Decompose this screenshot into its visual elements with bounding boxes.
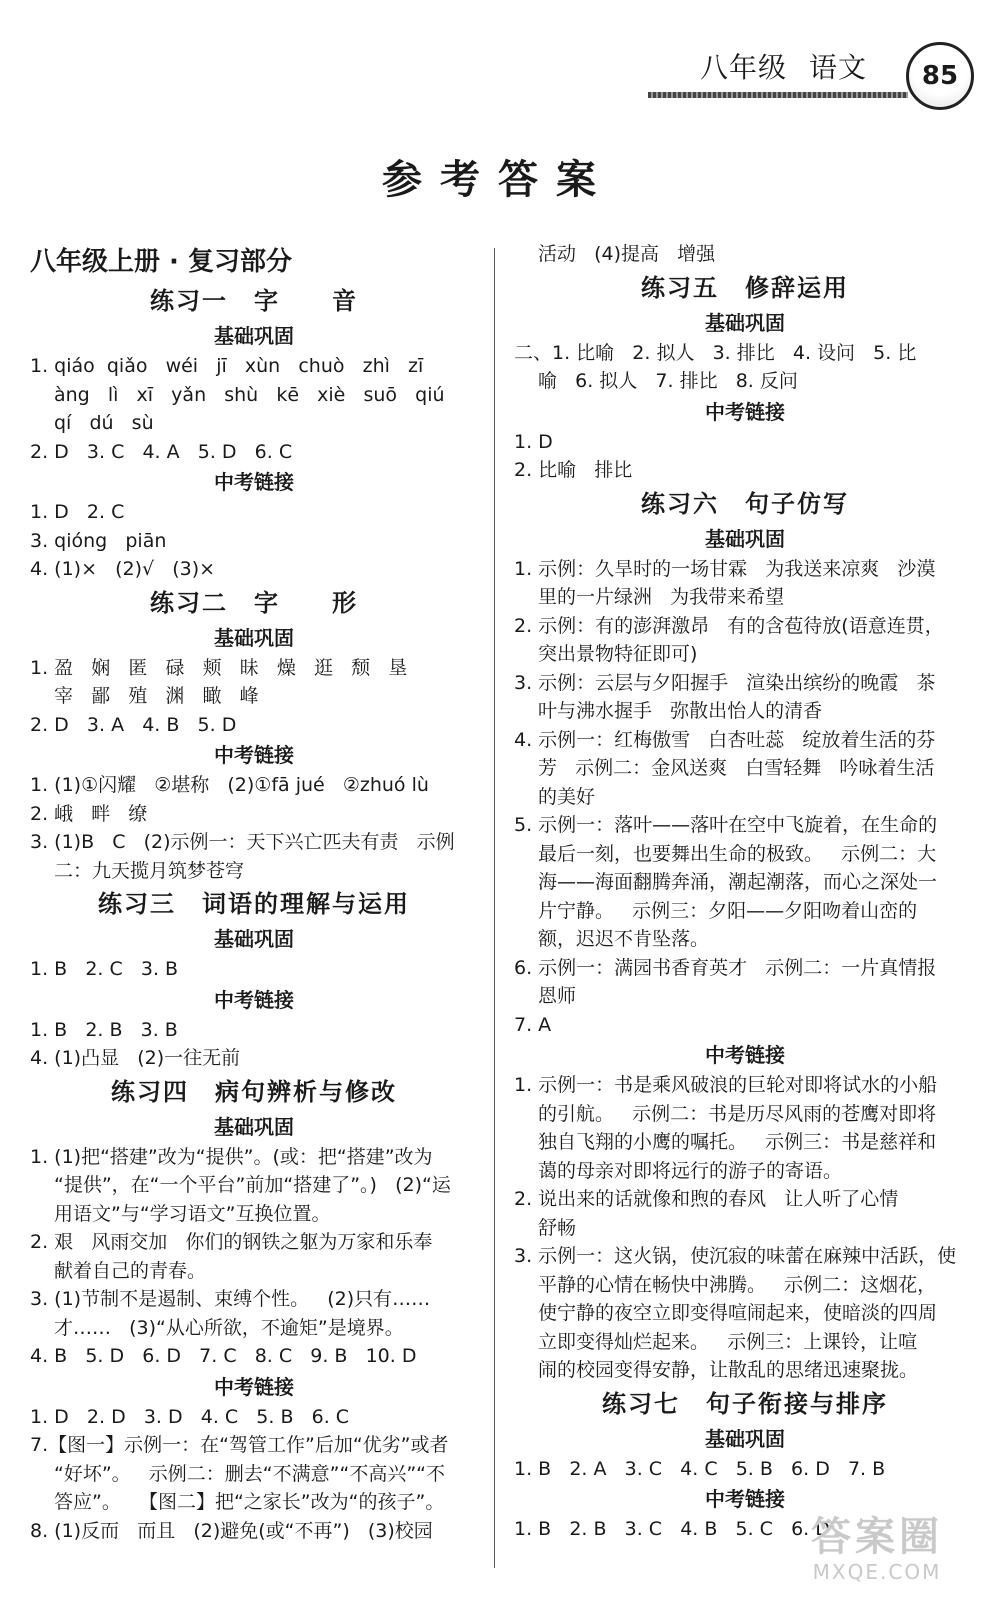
header-rule xyxy=(648,92,908,98)
page-title: 参考答案 xyxy=(382,156,614,203)
answer-line-continued: 宰 鄙 殖 渊 瞰 峰 xyxy=(54,685,259,707)
section-heading: 中考链接 xyxy=(214,470,294,494)
answer-line-continued: 片宁静。 示例三：夕阳——夕阳吻着山峦的 xyxy=(538,899,918,922)
exercise-heading: 练习二 字 形 xyxy=(150,588,358,617)
answer-line: 1. (1)①闪耀 ②堪称 (2)①fā jué ②zhuó lù xyxy=(30,774,429,796)
exercise-heading: 练习三 词语的理解与运用 xyxy=(98,890,410,918)
answer-line-continued: 活动 (4)提高 增强 xyxy=(538,243,716,265)
answer-line-continued: 海——海面翻腾奔涌，潮起潮落，而心之深处一 xyxy=(538,871,938,893)
answer-line: 1. D 2. C xyxy=(30,501,125,523)
answer-line-continued: 最后一刻，也要舞出生命的极致。 示例二：大 xyxy=(538,842,937,865)
answer-line: 7. A xyxy=(514,1013,552,1036)
section-heading: 基础巩固 xyxy=(214,1114,294,1139)
header-subject: 语文 xyxy=(809,51,868,84)
exercise-heading: 练习四 病句辨析与修改 xyxy=(111,1077,397,1106)
answer-line-continued: 立即变得灿烂起来。 示例三：上课铃，让喧 xyxy=(538,1330,918,1353)
section-heading: 中考链接 xyxy=(705,399,785,424)
section-heading: 中考链接 xyxy=(705,1487,785,1511)
answer-line: 5. 示例一：落叶——落叶在空中飞旋着，在生命的 xyxy=(514,814,938,836)
answer-line: 1. B 2. B 3. C 4. B 5. C 6. D xyxy=(514,1518,830,1540)
exercise-heading: 练习七 句子衔接与排序 xyxy=(602,1389,888,1418)
answer-line-continued: 闹的校园变得安静，让散乱的思绪迅速聚拢。 xyxy=(538,1359,919,1381)
answer-line-continued: 才…… (3)“从心所欲，不逾矩”是境界。 xyxy=(54,1316,404,1339)
answer-line: 1. 盈 娴 匿 碌 颊 昧 燥 逛 颓 垦 xyxy=(30,656,408,679)
answer-line-continued: “提供”，在“一个平台”前加“搭建了”。) (2)“运 xyxy=(54,1174,451,1196)
answer-line: 4. (1)× (2)√ (3)× xyxy=(30,558,216,580)
answer-line: 2. 峨 畔 缭 xyxy=(30,802,148,825)
section-heading: 基础巩固 xyxy=(214,324,294,348)
page-number-badge: 85 xyxy=(906,42,974,110)
answer-line: 2. 示例：有的澎湃激昂 有的含苞待放(语意连贯， xyxy=(514,614,944,637)
answer-line: 3. (1)B C (2)示例一：天下兴亡匹夫有责 示例 xyxy=(30,831,455,853)
answer-line: 2. D 3. A 4. B 5. D xyxy=(30,713,237,736)
left-column xyxy=(30,240,478,1545)
answer-line-continued: 用语文”与“学习语文”互换位置。 xyxy=(54,1202,331,1225)
answer-line-continued: 恩师 xyxy=(538,985,577,1007)
answer-line: 4. 示例一：红梅傲雪 白杏吐蕊 绽放着生活的芬 xyxy=(514,728,936,751)
answer-line: 2. D 3. C 4. A 5. D 6. C xyxy=(30,440,293,463)
answer-line: 3. 示例一：这火锅，使沉寂的味蕾在麻辣中活跃，使 xyxy=(514,1245,957,1267)
answer-line-continued: 平静的心情在畅快中沸腾。 示例二：这烟花， xyxy=(538,1273,937,1296)
header-grade: 八年级 xyxy=(700,51,788,84)
answer-line: 二、1. 比喻 2. 拟人 3. 排比 4. 设问 5. 比 xyxy=(514,341,917,364)
answer-line-continued: 的引航。 示例二：书是历尽风雨的苍鹰对即将 xyxy=(538,1102,937,1125)
answer-line: 1. 示例：久旱时的一场甘霖 为我送来凉爽 沙漠 xyxy=(514,557,936,580)
answer-line: 8. (1)反而 而且 (2)避免(或“不再”) (3)校园 xyxy=(30,1519,433,1542)
section-heading: 中考链接 xyxy=(214,743,294,767)
part-heading: 八年级上册 · 复习部分 xyxy=(30,247,292,277)
section-heading: 基础巩固 xyxy=(705,526,785,551)
answer-line-continued: 使宁静的夜空立即变得喧闹起来，使暗淡的四周 xyxy=(538,1302,938,1324)
answer-line-continued: 答应”。 【图二】把“之家长”改为“的孩子”。 xyxy=(54,1491,445,1513)
column-divider xyxy=(494,248,495,1568)
section-heading: 中考链接 xyxy=(705,1043,785,1067)
answer-line-continued: 芳 示例二：金风送爽 白雪轻舞 吟咏着生活 xyxy=(538,757,935,779)
answer-line-continued: “好坏”。 示例二：删去“不满意”“不高兴”“不 xyxy=(54,1462,446,1485)
section-heading: 基础巩固 xyxy=(705,310,785,335)
answer-line: 4. (1)凸显 (2)一往无前 xyxy=(30,1047,241,1069)
answer-line: 1. B 2. B 3. B xyxy=(30,1018,178,1041)
answer-line-continued: 献着自己的青春。 xyxy=(54,1259,207,1282)
answer-line: 1. D xyxy=(514,430,553,453)
header-text xyxy=(700,46,889,86)
answer-line: 1. D 2. D 3. D 4. C 5. B 6. C xyxy=(30,1405,350,1428)
answer-line: 1. B 2. A 3. C 4. C 5. B 6. D 7. B xyxy=(514,1457,886,1480)
answer-line-continued: 二：九天揽月筑梦苍穹 xyxy=(54,859,245,882)
section-heading: 基础巩固 xyxy=(214,625,294,650)
section-heading: 基础巩固 xyxy=(214,927,294,951)
answer-line-continued: 舒畅 xyxy=(538,1216,577,1239)
section-heading: 基础巩固 xyxy=(705,1426,785,1451)
watermark-url: MXQE.COM xyxy=(812,1560,942,1584)
answer-line-continued: 独自飞翔的小鹰的嘱托。 示例三：书是慈祥和 xyxy=(538,1131,937,1153)
answer-line-continued: 叶与沸水握手 弥散出怡人的清香 xyxy=(538,700,823,722)
answer-line: 2. 比喻 排比 xyxy=(514,459,633,481)
watermark-logo: 答案圈 xyxy=(811,1514,943,1560)
exercise-heading: 练习一 字 音 xyxy=(150,287,358,315)
answer-line: 2. 说出来的话就像和煦的春风 让人听了心情 xyxy=(514,1188,899,1210)
page-header xyxy=(0,0,996,130)
answer-line: 2. 艰 风雨交加 你们的钢铁之躯为万家和乐奉 xyxy=(30,1231,433,1253)
answer-line-continued: 额，迟迟不肯坠落。 xyxy=(538,928,710,950)
answer-line: 7.【图一】示例一：在“驾管工作”后加“优劣”或者 xyxy=(30,1434,449,1456)
answer-line: 1. qiáo qiǎo wéi jī xùn chuò zhì zī xyxy=(30,355,424,377)
exercise-heading: 练习六 句子仿写 xyxy=(641,489,849,518)
answer-line-continued: 喻 6. 拟人 7. 排比 8. 反问 xyxy=(538,370,798,392)
answer-line-continued: 的美好 xyxy=(538,785,596,808)
answer-line: 3. 示例：云层与夕阳握手 渲染出缤纷的晚霞 茶 xyxy=(514,671,936,694)
answer-line-continued: 突出景物特征即可) xyxy=(538,643,698,665)
answer-line-continued: àng lì xī yǎn shù kē xiè suō qiú xyxy=(54,383,445,406)
section-heading: 中考链接 xyxy=(214,1374,294,1399)
watermark xyxy=(772,1514,982,1586)
section-heading: 中考链接 xyxy=(214,987,294,1012)
answer-line: 1. (1)把“搭建”改为“提供”。(或：把“搭建”改为 xyxy=(30,1145,433,1168)
answer-line: 3. (1)节制不是遏制、束缚个性。 (2)只有…… xyxy=(30,1288,431,1310)
answer-line: 3. qióng piān xyxy=(30,529,167,552)
answer-line: 1. B 2. C 3. B xyxy=(30,958,179,980)
answer-line-continued: qí dú sù xyxy=(54,412,154,434)
answer-line: 4. B 5. D 6. D 7. C 8. C 9. B 10. D xyxy=(30,1345,417,1367)
answer-line-continued: 里的一片绿洲 为我带来希望 xyxy=(538,586,785,608)
right-column xyxy=(514,240,976,1544)
answer-line-continued: 蔼的母亲对即将远行的游子的寄语。 xyxy=(538,1159,843,1182)
answer-line: 6. 示例一：满园书香育英才 示例二：一片真情报 xyxy=(514,956,937,979)
exercise-heading: 练习五 修辞运用 xyxy=(641,273,849,302)
answer-line: 1. 示例一：书是乘风破浪的巨轮对即将试水的小船 xyxy=(514,1074,938,1096)
